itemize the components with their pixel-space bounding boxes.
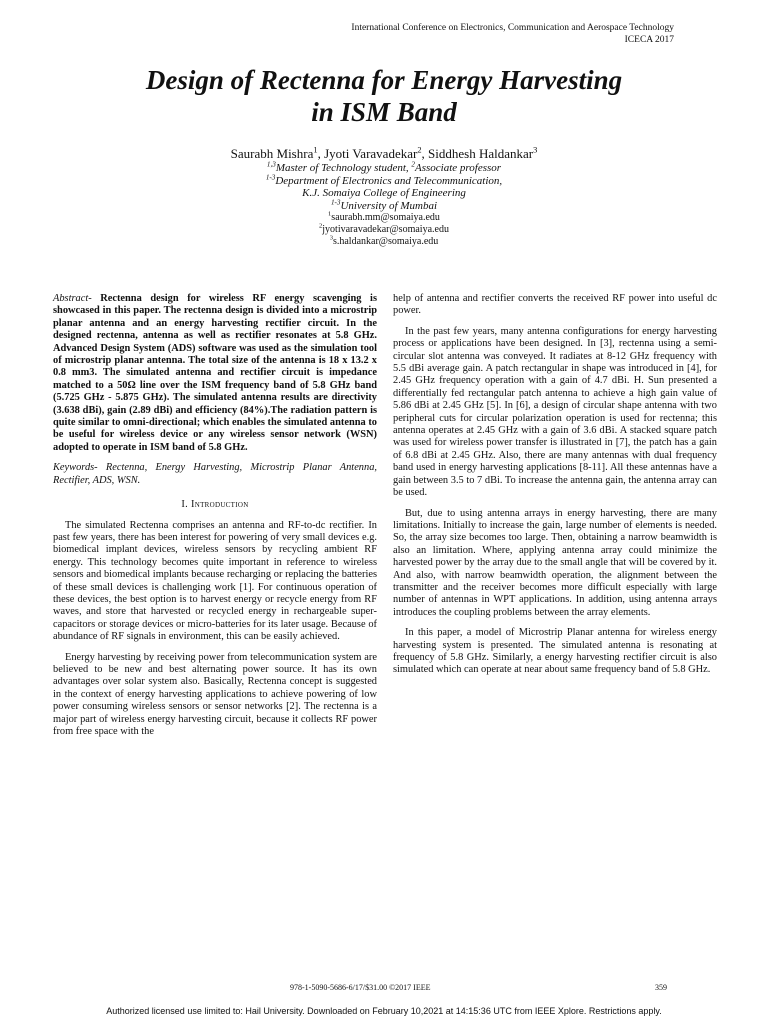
body-paragraph: The simulated Rectenna comprises an antenna and RF-to-dc rectifier. In past few years, there has been interest for powering of very small devices e.g. biomedical implant devices, wireless sensors by recycling ambient RF energy. This technology becomes quite important in reference to wireless sensors and biomedical implants because recharging or replacing the batteries of these small devices is challenging work [1]. For continuous operation of these devices, the best option is to harvest energy or recycle energy from RF waves, and store that harvested or recycled energy in rechargeable super-capacitors or storage devices or micro-batteries for its later usage. Because of abundance of RF signals in environment, this can be easily achieved. [53, 519, 377, 643]
author-sup: 1 [313, 144, 318, 155]
abstract-text: Rectenna design for wireless RF energy scavenging is showcased in this paper. The rectenna design is divided into a microstrip planar antenna and an energy harvesting rectifier circuit. In the designed rectenna, antenna as well as rectifier resonates at 5.8 GHz. Advanced Design System (ADS) software was used as the simulation tool of microstrip planar antenna. The total size of the antenna is 18 x 13.2 x 0.8 mm3. The simulated antenna and rectifier circuit is impedance matched to a 50Ω line over the ISM frequency band of 5.8 GHz band (5.725 GHz - 5.875 GHz). The simulated antenna results are directivity (3.638 dBi), gain (2.89 dBi) and efficiency (84%).The radiation pattern is quite similar to omni-directional; which enables the simulated antenna to be useful for wireless device or any wireless sensor network (WSN) adopted to operate in ISM band of 5.8 GHz. [53, 293, 377, 453]
aff-role-1: Master of Technology student, [275, 162, 412, 174]
footer-isbn: 978-1-5090-5686-6/17/$31.00 ©2017 IEEE [290, 983, 431, 992]
aff-role-2: Associate professor [415, 162, 502, 174]
page-number: 359 [655, 983, 667, 992]
body-paragraph: Energy harvesting by receiving power from telecommunication system are believed to be new and best alternating power source. It has its own advantages over solar system also. Basically, Rectenna concept is suggested in the context of energy harvesting applications to achieve powering of low power consuming wireless sensors or sensor networks [2]. The rectenna is a major part of wireless energy harvesting circuit, because it collects RF power from free space with the [53, 651, 377, 737]
conference-header [351, 22, 674, 46]
aff-sup: 1-3 [265, 172, 276, 181]
affiliation-university [0, 197, 768, 213]
email-1 [0, 212, 768, 224]
aff-univ: University of Mumbai [340, 199, 438, 212]
email-address: saurabh.mm@somaiya.edu [331, 212, 440, 223]
author-name: Siddhesh Haldankar [428, 146, 534, 161]
section-heading-introduction: I. Introduction [181, 499, 249, 511]
aff-sup: 2 [411, 160, 415, 169]
body-paragraph: In the past few years, many antenna configurations for energy harvesting process or applications have been designed. In [3], rectenna using a semi-circular slot antenna was conveyed. It radiates at 8-12 GHz frequency with 5.5 dBi average gain. A patch rectangular in shape was introduced in [4], for 2.45 GHz frequency operation with a gain of 4.7 dBi. H. Sun presented a differentially fed rectangular patch antenna to achieve a high gain value of 5.86 dBi at 2.45 GHz [5]. In [6], a design of circular shape antenna with two peripheral cuts for circular polarization operation is used for rectenna; this antenna operates at 2.45 GHz with a gain of 3.6 dBi. A stacked square patch was used for wireless power transfer is illustrated in [7], the patch has a gain of 6.8 dBi at 2.45 GHz. Also, there are many antennas with dual frequency band used in energy harvesting applications [8-11]. All these antennas have a gain between 3.5 to 7 dBi. To increase the antenna gain, the antenna array can be used. [393, 325, 717, 499]
title-line-1: Design of Rectenna for Energy Harvesting [145, 65, 623, 95]
paper-title [0, 64, 768, 128]
email-sup: 3 [329, 234, 333, 242]
affiliation-role [0, 162, 768, 175]
aff-sup: 1,3 [266, 160, 276, 169]
aff-sup: 1-3 [330, 197, 341, 206]
email-sup: 2 [319, 222, 323, 230]
body-paragraph: But, due to using antenna arrays in energy harvesting, there are many limitations. Initially to increase the gain, large number of elements is needed. So, the array size becomes too large. Then, obtaining a narrow beamwidth is also an limitation. Where, applying antenna array could minimize the harvested power by the array due to the small angle that will be covered by it. And also, with narrow beamwidth operation, the alignment between the transmitter and the receiver becomes more difficult especially with large number of antennas in WPT applications. In addition, using antenna arrays introduces the coupling problems between the array elements. [393, 507, 717, 618]
author-sup: 3 [533, 144, 538, 155]
abstract-lead: Abstract- [53, 293, 92, 304]
body-paragraph: In this paper, a model of Microstrip Planar antenna for wireless energy harvesting system is presented. The simulated antenna is resonating at frequency of 5.8 GHz. Similarly, a energy harvesting rectifier circuit is also simulated which can operate at near about same frequency band of 5.8 GHz. [393, 627, 717, 676]
author-name: Saurabh Mishra [230, 146, 314, 161]
right-column [393, 293, 717, 685]
license-notice: Authorized licensed use limited to: Hail University. Downloaded on February 10,2021 at 14:15:36 UTC from IEEE Xplore. Restrictions apply. [106, 1006, 662, 1016]
abstract [53, 293, 377, 454]
keywords: Keywords- Rectenna, Energy Harvesting, Microstrip Planar Antenna, Rectifier, ADS, WSN. [53, 462, 377, 486]
email-2 [0, 224, 768, 236]
affiliation-department [0, 172, 768, 188]
author-block [0, 146, 768, 248]
email-sup: 1 [328, 210, 332, 218]
conference-name: International Conference on Electronics, Communication and Aerospace Technology [351, 23, 674, 33]
affiliation-college: K.J. Somaiya College of Engineering [302, 187, 466, 199]
title-line-2: in ISM Band [311, 97, 457, 127]
email-address: s.haldankar@somaiya.edu [332, 236, 439, 247]
author-sup: 2 [417, 144, 422, 155]
email-address: jyotivaravadekar@somaiya.edu [322, 224, 449, 235]
email-3 [0, 236, 768, 248]
conference-short: ICECA 2017 [624, 35, 674, 45]
aff-dept: Department of Electronics and Telecommunication, [275, 174, 503, 187]
left-column [53, 293, 377, 746]
body-paragraph: help of antenna and rectifier converts the received RF power into useful dc power. [393, 293, 717, 317]
author-list: Saurabh Mishra$^1$, Jyoti Varavadekar$^2$, Siddhesh Haldankar$^3$ [230, 144, 538, 161]
author-name: Jyoti Varavadekar [324, 146, 418, 161]
